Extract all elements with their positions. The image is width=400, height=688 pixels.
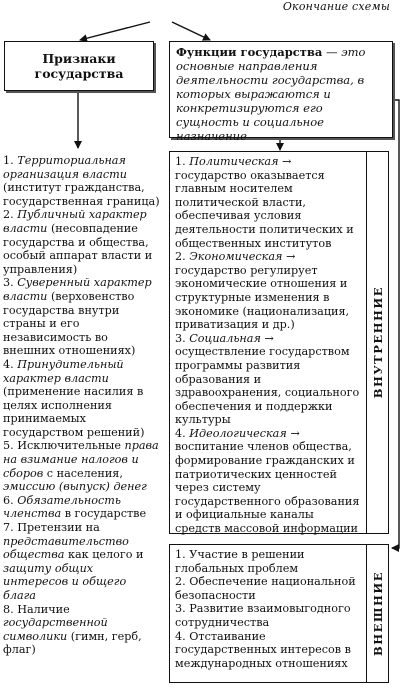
scheme-end-note: Окончание схемы [282,0,390,13]
sign-item: 2. Публичный характер власти (несовпадение государства и общества, особый аппарат власти и управления) [3,208,153,276]
external-label: ВНЕШНИЕ [370,571,385,656]
functions-term: Функции государства [176,45,323,59]
signs-title-box [4,41,154,91]
internal-label-tag [366,151,389,534]
sign-item: 5. Исключительные права на взимание налогов и сборов с населения, эмиссию (выпуск) денег [3,439,159,494]
sign-item: 4. Принудительный характер власти (применение насилия в целях исполнения принимаемых государством решений) [3,357,145,439]
internal-function-item: 4. Идеологическая → воспитание членов общества, формирование гражданских и патриотических ценностей через систему государственного образования и официальные каналы средств массовой информации [175,426,360,536]
external-function-item: 2. Обеспечение национальной безопасности [175,575,356,602]
external-label-tag [366,544,389,683]
internal-function-item: 3. Социальная → осуществление государством программы развития образования и здравоохранения, социального обеспечения и поддержки культуры [175,331,360,427]
functions-dash: — [322,45,342,59]
signs-title-line1: Признаки [42,51,116,66]
signs-list [3,154,161,657]
external-function-item: 4. Отстаивание государственных интересов в международных отношениях [175,629,351,670]
sign-item: 1. Территориальная организация власти (институт гражданства, государственная граница) [3,154,160,208]
external-functions-box [169,544,367,683]
signs-title-line2: государства [34,66,124,81]
sign-item: 6. Обязательность членства в государстве [3,493,147,521]
arrow-to-external [392,100,399,548]
external-function-item: 3. Развитие взаимовыгодного сотрудничества [175,602,351,629]
sign-item: 7. Претензии на представительство общества как целого и защиту общих интересов и общего блага [3,521,144,602]
arrow-to-functions [172,22,210,40]
external-function-item: 1. Участие в решении глобальных проблем [175,548,305,575]
internal-functions-box [169,151,367,534]
arrow-to-signs [80,22,150,40]
internal-label: ВНУТРЕННИЕ [370,286,385,399]
functions-definition: это основные направления деятельности государства, в которых выражаются и конкретизируются его сущность и социальное назначение [176,45,366,143]
sign-item: 8. Наличие государственной символики (гимн, герб, флаг) [3,602,142,657]
internal-function-item: 1. Политическая → государство оказывается главным носителем политической власти, обеспечивая условия деятельности политических и общественных институтов [175,155,354,250]
sign-item: 3. Суверенный характер власти (верховенство государства внутри страны и его независимость во внешних отношениях) [3,276,152,358]
functions-definition-box [169,41,393,143]
internal-function-item: 2. Экономическая → государство регулирует экономические отношения и структурные изменения в экономике (национализация, приватизация и др.) [175,250,350,332]
